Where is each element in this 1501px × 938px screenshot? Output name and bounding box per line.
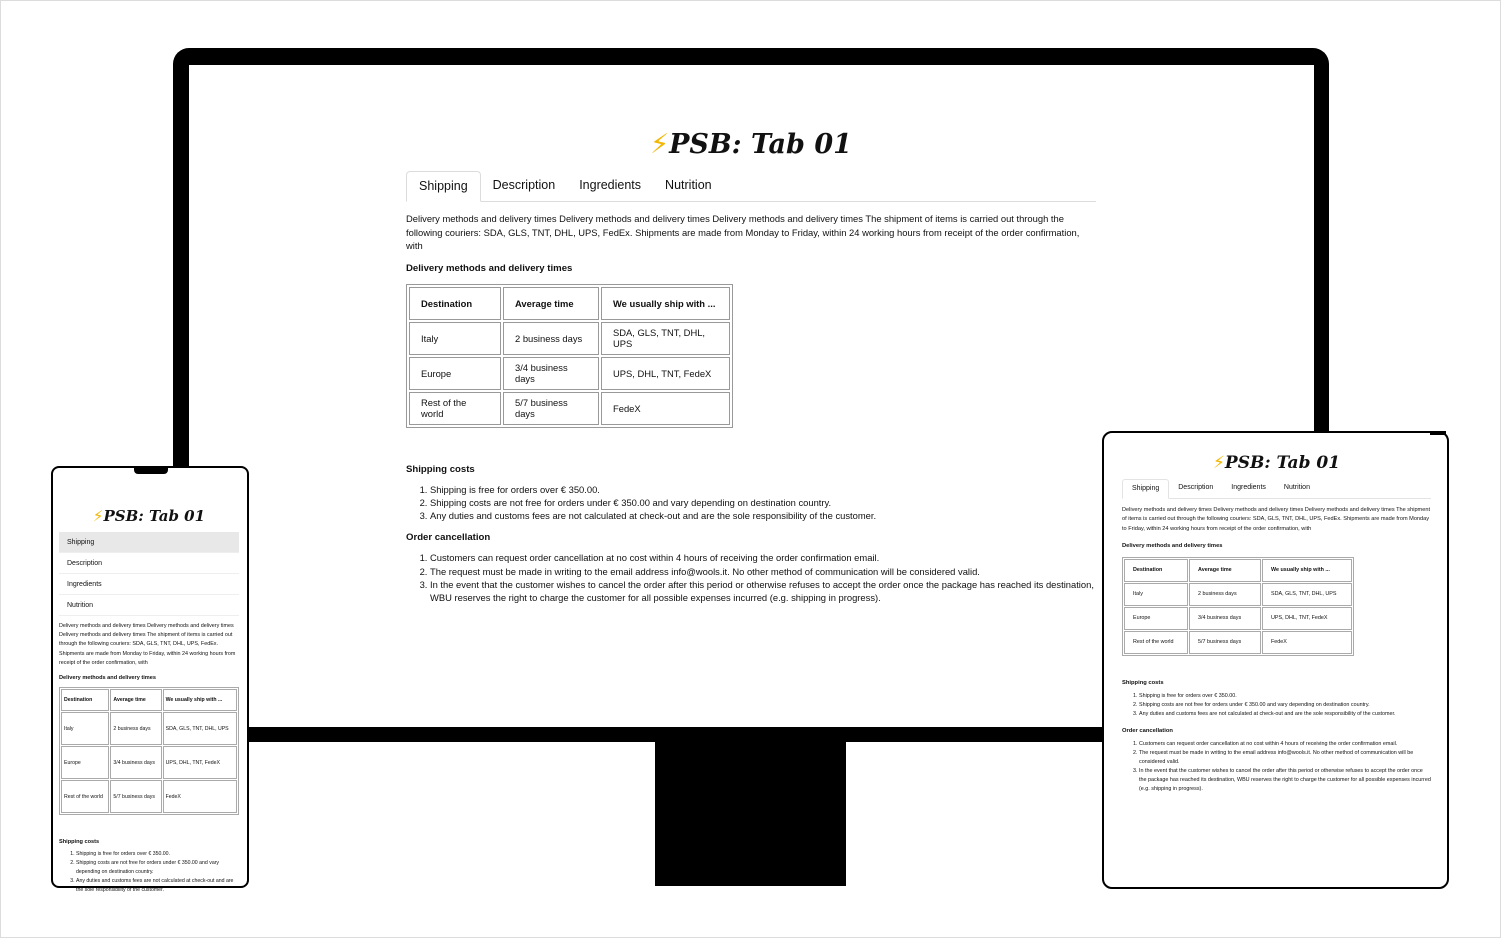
lightning-icon: ⚡ bbox=[1212, 453, 1225, 473]
tab-ingredients[interactable]: Ingredients bbox=[579, 178, 642, 192]
tablet-page bbox=[1122, 451, 1431, 794]
list-item: 3. In the event that the customer wishes to cancel the order after this period or otherwise refuses to accept the order once the package has reached its destination, WBU reserves the right to charge the customer for all possible expenses incurred (e.g. shipping in progress). bbox=[430, 578, 1096, 605]
shipping-costs-heading: Shipping costs bbox=[406, 463, 475, 475]
list-item: 1. Shipping is free for orders over € 350.00. bbox=[1139, 692, 1431, 701]
shipping-costs-heading: Shipping costs bbox=[1122, 679, 1164, 686]
table-cell: UPS, DHL, TNT, FedeX bbox=[163, 746, 237, 779]
shipping-costs-heading: Shipping costs bbox=[59, 839, 100, 846]
table-header: Destination bbox=[1124, 559, 1188, 582]
table-cell: FedeX bbox=[601, 392, 730, 425]
table-header: Average time bbox=[110, 689, 161, 711]
intro-text: Delivery methods and delivery times Delivery methods and delivery times Delivery methods and delivery times The shipment of items is carried out through the following couriers: SDA, GLS, TNT, DHL, UPS, FedEx. Shipments are made from Monday to Friday, within 24 working hours from receipt of the order confirmation, with bbox=[1122, 507, 1430, 532]
list-item: 3. In the event that the customer wishes to cancel the order after this period or otherwise refuses to accept the order once the package has reached its destination, WBU reserves the right to charge the customer for all possible expenses incurred (e.g. shipping in progress). bbox=[1139, 767, 1431, 794]
intro-text: Delivery methods and delivery times Delivery methods and delivery times Delivery methods and delivery times The shipment of items is carried out through the following couriers: SDA, GLS, TNT, DHL, UPS, FedEx. Shipments are made from Monday to Friday, within 24 working hours from receipt of the order confirmation, with bbox=[59, 623, 236, 666]
table-cell: Europe bbox=[61, 746, 109, 779]
lightning-icon: ⚡ bbox=[92, 507, 104, 525]
lightning-icon: ⚡ bbox=[650, 129, 670, 160]
table-row bbox=[1124, 607, 1352, 630]
list-item: 3. Any duties and customs fees are not calculated at check-out and are the sole responsibility of the customer. bbox=[1139, 710, 1431, 719]
list-item: 3. Any duties and customs fees are not calculated at check-out and are the sole responsibility of the customer. bbox=[430, 509, 1096, 522]
table-cell: SDA, GLS, TNT, DHL, UPS bbox=[601, 322, 730, 355]
list-item: 1. Shipping is free for orders over € 350.00. bbox=[76, 850, 239, 859]
table-header: Average time bbox=[1189, 559, 1261, 582]
tab-shipping[interactable]: Shipping bbox=[59, 532, 239, 553]
list-item: 3. Any duties and customs fees are not calculated at check-out and are the sole responsibility of the customer. bbox=[76, 877, 239, 895]
list-item: 1. Shipping is free for orders over € 350.00. bbox=[430, 483, 1096, 496]
cancellation-heading: Order cancellation bbox=[1122, 727, 1173, 734]
page-title bbox=[406, 125, 1096, 165]
table-row bbox=[1124, 583, 1352, 606]
tab-shipping[interactable]: Shipping bbox=[1122, 479, 1169, 499]
list-item: 2. Shipping costs are not free for orders under € 350.00 and vary depending on destination country. bbox=[1139, 701, 1431, 710]
table-row bbox=[409, 392, 730, 425]
list-item: 2. Shipping costs are not free for orders under € 350.00 and vary depending on destination country. bbox=[430, 496, 1096, 509]
list-item: 1. Customers can request order cancellation at no cost within 4 hours of receiving the order confirmation email. bbox=[430, 551, 1096, 564]
table-row bbox=[61, 712, 237, 745]
delivery-heading: Delivery methods and delivery times bbox=[1122, 542, 1223, 549]
cancellation-list bbox=[1122, 740, 1431, 794]
table-header-row bbox=[61, 689, 237, 711]
cancellation-heading: Order cancellation bbox=[406, 532, 491, 544]
monitor-stand bbox=[655, 740, 846, 886]
table-cell: 5/7 business days bbox=[1189, 631, 1261, 654]
table-cell: Europe bbox=[409, 357, 501, 390]
table-header: We usually ship with ... bbox=[601, 287, 730, 320]
table-header: We usually ship with ... bbox=[163, 689, 237, 711]
page-title-text: PSB: Tab 01 bbox=[1224, 453, 1341, 473]
list-item: 1. Customers can request order cancellation at no cost within 4 hours of receiving the order confirmation email. bbox=[1139, 740, 1431, 749]
tab-ingredients[interactable]: Ingredients bbox=[59, 574, 239, 595]
delivery-table bbox=[406, 284, 733, 428]
table-cell: SDA, GLS, TNT, DHL, UPS bbox=[163, 712, 237, 745]
table-row bbox=[61, 780, 237, 813]
table-cell: 3/4 business days bbox=[503, 357, 599, 390]
table-cell: SDA, GLS, TNT, DHL, UPS bbox=[1262, 583, 1352, 606]
table-cell: Italy bbox=[61, 712, 109, 745]
table-cell: 2 business days bbox=[110, 712, 161, 745]
table-cell: 3/4 business days bbox=[110, 746, 161, 779]
table-row bbox=[409, 357, 730, 390]
tab-description[interactable]: Description bbox=[1178, 484, 1214, 491]
tablet-camera bbox=[1430, 431, 1446, 435]
table-cell: UPS, DHL, TNT, FedeX bbox=[601, 357, 730, 390]
shipping-costs-list bbox=[59, 850, 239, 895]
delivery-table bbox=[59, 687, 239, 815]
table-cell: 5/7 business days bbox=[503, 392, 599, 425]
page-title-text: PSB: Tab 01 bbox=[669, 129, 852, 160]
table-cell: Rest of the world bbox=[409, 392, 501, 425]
page-title-text: PSB: Tab 01 bbox=[103, 507, 206, 525]
table-cell: Rest of the world bbox=[1124, 631, 1188, 654]
list-item: 2. The request must be made in writing to the email address info@wools.it. No other method of communication will be considered valid. bbox=[1139, 749, 1431, 767]
tablet-device bbox=[1102, 431, 1449, 889]
delivery-heading: Delivery methods and delivery times bbox=[59, 675, 156, 682]
phone-page bbox=[59, 506, 239, 895]
shipping-costs-list bbox=[1122, 692, 1431, 719]
table-row bbox=[61, 746, 237, 779]
table-row bbox=[409, 322, 730, 355]
table-cell: 2 business days bbox=[1189, 583, 1261, 606]
tab-bar bbox=[1122, 479, 1431, 499]
table-cell: FedeX bbox=[1262, 631, 1352, 654]
table-cell: Italy bbox=[409, 322, 501, 355]
list-item: 2. The request must be made in writing to the email address info@wools.it. No other method of communication will be considered valid. bbox=[430, 565, 1096, 578]
desktop-page bbox=[406, 125, 1096, 605]
tab-ingredients[interactable]: Ingredients bbox=[1231, 484, 1266, 491]
table-cell: FedeX bbox=[163, 780, 237, 813]
table-header-row bbox=[1124, 559, 1352, 582]
tab-description[interactable]: Description bbox=[492, 178, 556, 192]
tab-nutrition[interactable]: Nutrition bbox=[665, 178, 712, 192]
tab-shipping[interactable]: Shipping bbox=[406, 171, 481, 202]
table-cell: 2 business days bbox=[503, 322, 599, 355]
table-header: Destination bbox=[61, 689, 109, 711]
table-cell: 5/7 business days bbox=[110, 780, 161, 813]
table-header-row bbox=[409, 287, 730, 320]
intro-text: Delivery methods and delivery times Delivery methods and delivery times Delivery methods and delivery times The shipment of items is carried out through the following couriers: SDA, GLS, TNT, DHL, UPS, FedEx. Shipments are made from Monday to Friday, within 24 working hours from receipt of the order confirmation, with bbox=[406, 213, 1080, 251]
page-title bbox=[59, 506, 239, 526]
delivery-table bbox=[1122, 557, 1354, 656]
page-title bbox=[1122, 451, 1431, 475]
tab-list bbox=[59, 532, 239, 616]
phone-notch bbox=[134, 466, 168, 474]
list-item: 2. Shipping costs are not free for orders under € 350.00 and vary depending on destination country. bbox=[76, 859, 239, 877]
table-cell: Rest of the world bbox=[61, 780, 109, 813]
table-header: Average time bbox=[503, 287, 599, 320]
tab-nutrition[interactable]: Nutrition bbox=[1283, 484, 1310, 491]
table-cell: Europe bbox=[1124, 607, 1188, 630]
table-cell: UPS, DHL, TNT, FedeX bbox=[1262, 607, 1352, 630]
tab-description[interactable]: Description bbox=[59, 553, 239, 574]
table-header: We usually ship with ... bbox=[1262, 559, 1352, 582]
table-header: Destination bbox=[409, 287, 501, 320]
cancellation-list bbox=[406, 551, 1096, 604]
table-row bbox=[1124, 631, 1352, 654]
tab-bar bbox=[406, 171, 1096, 202]
tab-nutrition[interactable]: Nutrition bbox=[59, 595, 239, 616]
table-cell: Italy bbox=[1124, 583, 1188, 606]
phone-device bbox=[51, 466, 249, 894]
table-cell: 3/4 business days bbox=[1189, 607, 1261, 630]
delivery-heading: Delivery methods and delivery times bbox=[406, 262, 573, 274]
shipping-costs-list bbox=[406, 483, 1096, 523]
